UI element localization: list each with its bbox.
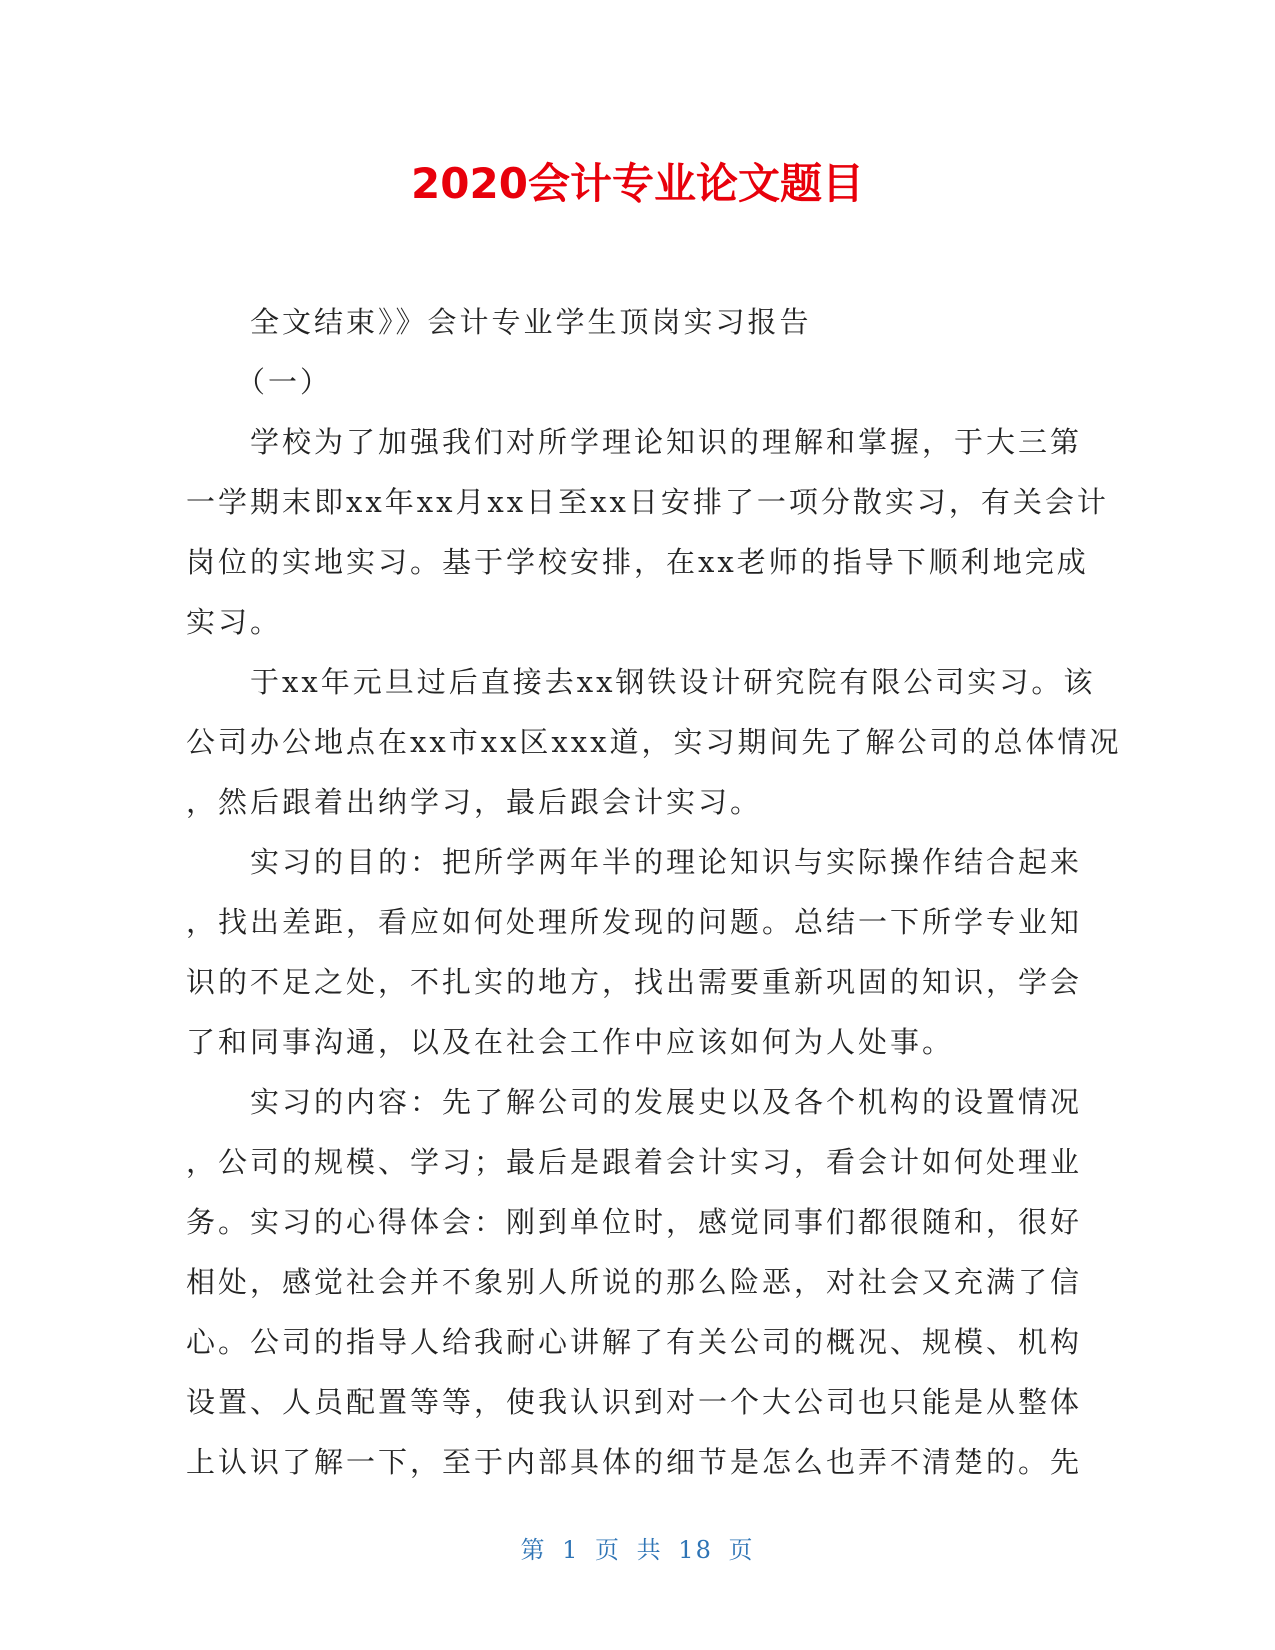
- paragraph-3: [186, 832, 1083, 1072]
- paragraph-line: 设置、人员配置等等，使我认识到对一个大公司也只能是从整体: [186, 1385, 1083, 1419]
- heading-line: 全文结束》》会计专业学生顶岗实习报告: [250, 305, 812, 339]
- document-title: 2020会计专业论文题目: [411, 159, 864, 208]
- paragraph-line: 岗位的实地实习。基于学校安排，在xx老师的指导下顺利地完成: [186, 545, 1089, 579]
- paragraph-line: 实习的目的：把所学两年半的理论知识与实际操作结合起来: [250, 845, 1083, 879]
- paragraph-line: 一学期末即xx年xx月xx日至xx日安排了一项分散实习，有关会计: [186, 485, 1109, 519]
- paragraph-1: [186, 412, 1109, 652]
- paragraph-line: 心。公司的指导人给我耐心讲解了有关公司的概况、规模、机构: [186, 1325, 1083, 1359]
- section-marker: （一）: [236, 365, 333, 399]
- paragraph-2: [186, 652, 1122, 832]
- paragraph-line: 相处，感觉社会并不象别人所说的那么险恶，对社会又充满了信: [186, 1265, 1083, 1299]
- paragraph-line: 公司办公地点在xx市xx区xxx道，实习期间先了解公司的总体情况: [186, 725, 1122, 759]
- paragraph-line: ，找出差距，看应如何处理所发现的问题。总结一下所学专业知: [186, 905, 1083, 939]
- paragraph-line: 学校为了加强我们对所学理论知识的理解和掌握，于大三第: [250, 425, 1083, 459]
- paragraph-line: ，公司的规模、学习；最后是跟着会计实习，看会计如何处理业: [186, 1145, 1083, 1179]
- paragraph-line: ，然后跟着出纳学习，最后跟会计实习。: [186, 785, 763, 819]
- paragraph-line: 识的不足之处，不扎实的地方，找出需要重新巩固的知识，学会: [186, 965, 1083, 999]
- paragraph-line: 务。实习的心得体会：刚到单位时，感觉同事们都很随和，很好: [186, 1205, 1083, 1239]
- paragraph-line: 实习。: [186, 605, 283, 639]
- document-body: [186, 292, 1122, 1492]
- paragraph-line: 了和同事沟通，以及在社会工作中应该如何为人处事。: [186, 1025, 955, 1059]
- paragraph-4: [186, 1072, 1083, 1492]
- paragraph-line: 实习的内容：先了解公司的发展史以及各个机构的设置情况: [250, 1085, 1083, 1119]
- page-number-footer: 第 1 页 共 18 页: [520, 1536, 755, 1564]
- paragraph-line: 上认识了解一下，至于内部具体的细节是怎么也弄不清楚的。先: [186, 1445, 1083, 1479]
- paragraph-line: 于xx年元旦过后直接去xx钢铁设计研究院有限公司实习。该: [250, 665, 1096, 699]
